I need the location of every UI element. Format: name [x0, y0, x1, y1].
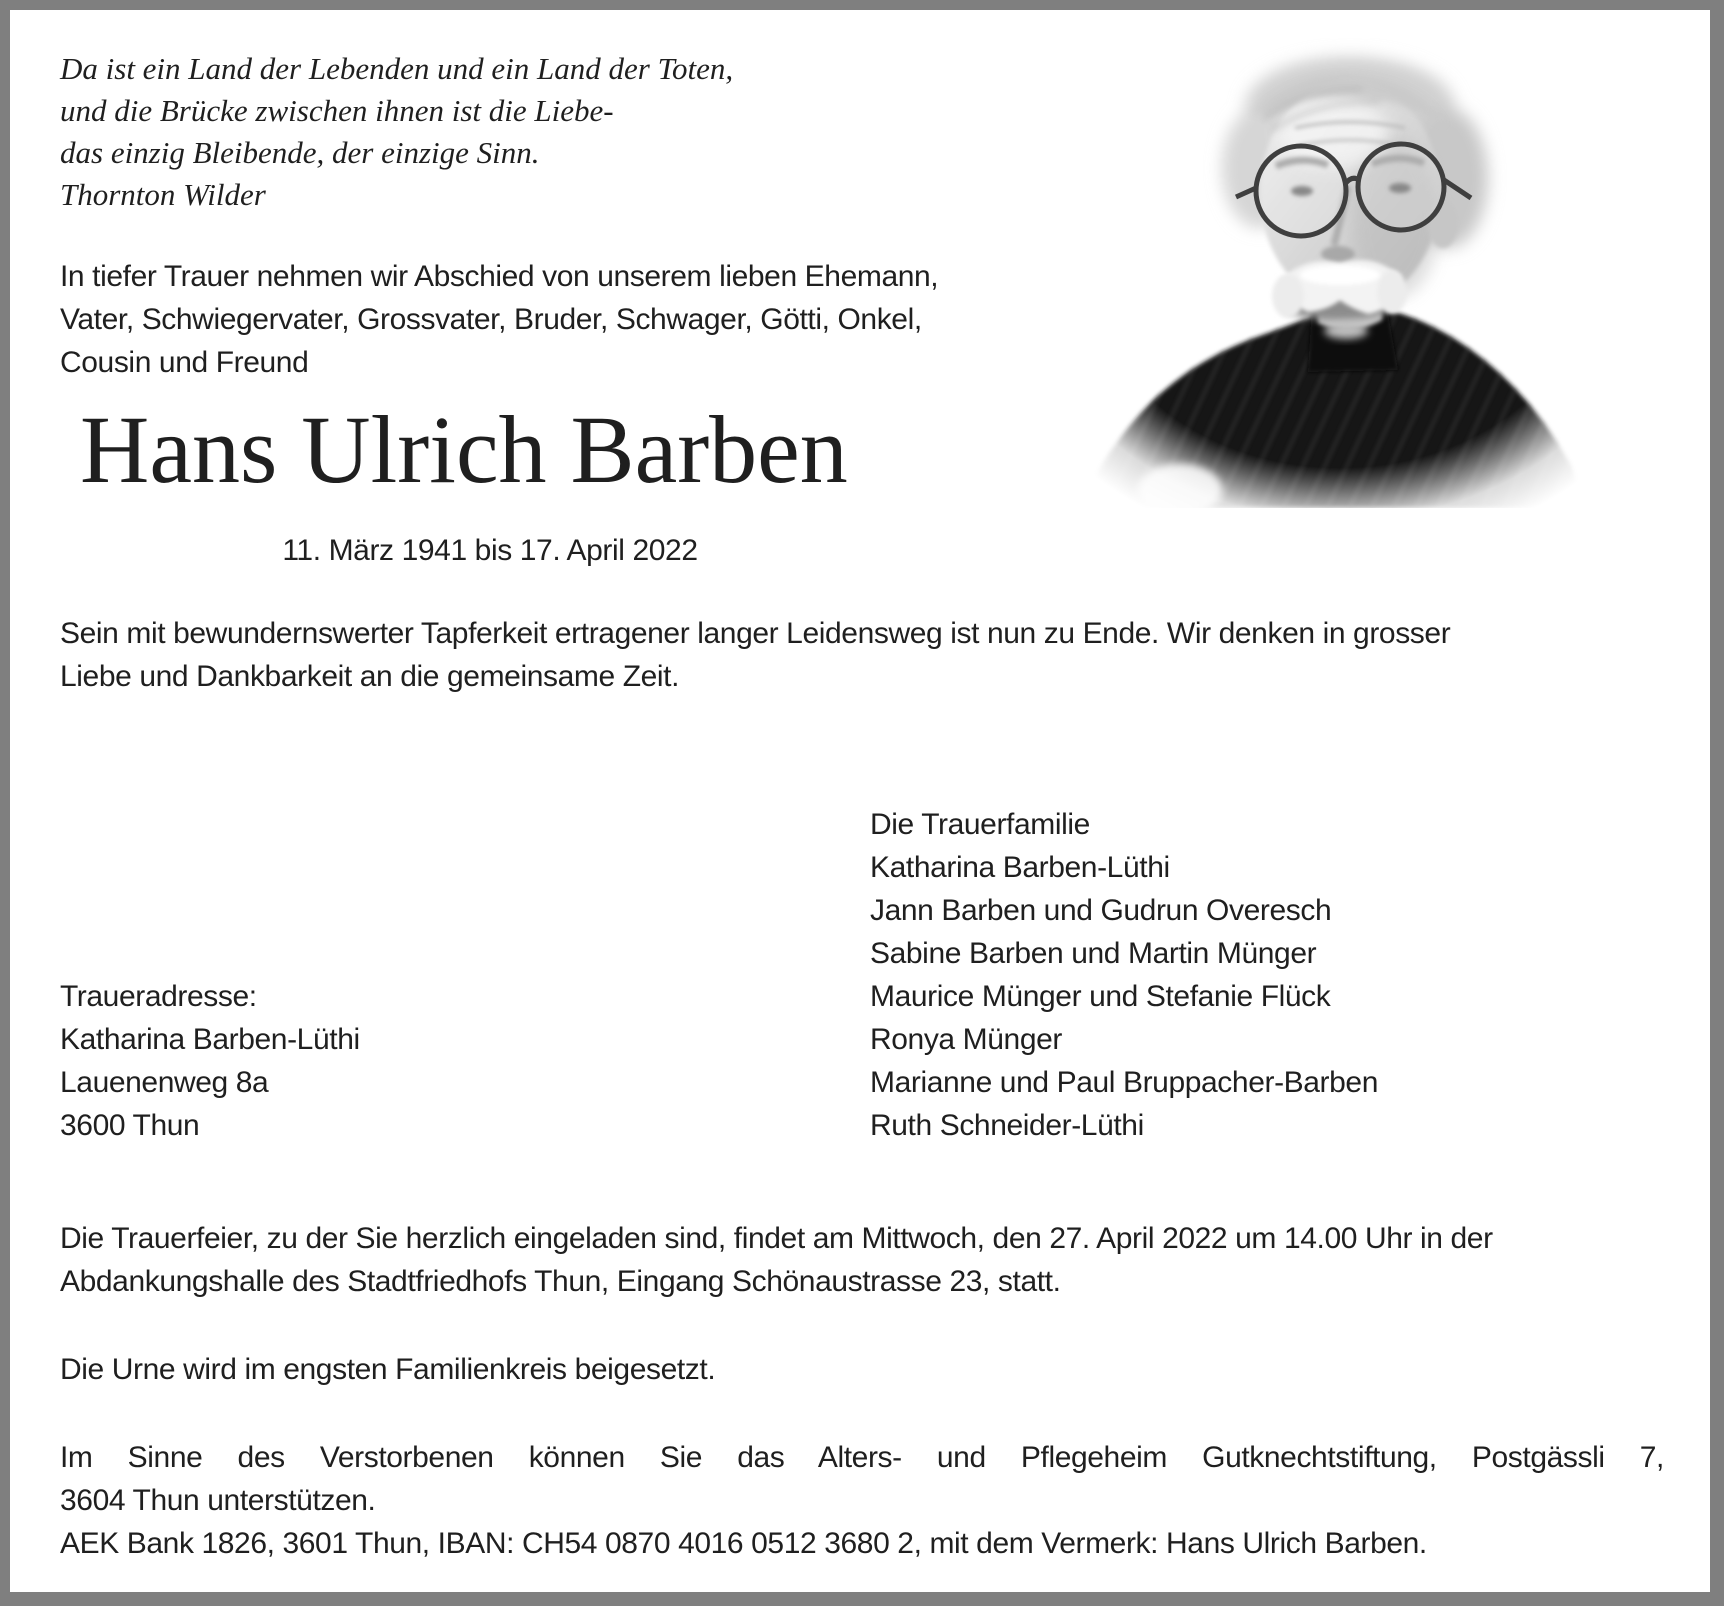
quote-line: das einzig Bleibende, der einzige Sinn. [60, 135, 540, 170]
donation-paragraph [60, 1436, 1664, 1565]
tribute-paragraph [60, 612, 1664, 698]
family-member: Marianne und Paul Bruppacher-Barben [870, 1065, 1378, 1099]
family-member: Ronya Münger [870, 1022, 1062, 1056]
family-member: Jann Barben und Gudrun Overesch [870, 893, 1332, 927]
intro-line: Cousin und Freund [60, 346, 309, 379]
portrait-photo [1050, 38, 1630, 508]
family-heading: Die Trauerfamilie [870, 807, 1090, 841]
deceased-name: Hans Ulrich Barben [80, 396, 848, 503]
life-dates: 11. März 1941 bis 17. April 2022 [282, 533, 698, 567]
service-line: Die Trauerfeier, zu der Sie herzlich eingeladen sind, findet am Mittwoch, den 27. April 2022 um 14.00 Uhr in der [60, 1221, 1493, 1255]
bank-details: AEK Bank 1826, 3601 Thun, IBAN: CH54 0870 4016 0512 3680 2, mit dem Vermerk: Hans Ulrich Barben. [60, 1526, 1427, 1560]
urn-paragraph: Die Urne wird im engsten Familienkreis beigesetzt. [60, 1352, 716, 1386]
family-member: Ruth Schneider-Lüthi [870, 1108, 1144, 1142]
intro-line: Vater, Schwiegervater, Grossvater, Bruder, Schwager, Götti, Onkel, [60, 303, 922, 336]
mourning-address-label: Traueradresse: [60, 979, 257, 1013]
address-family-columns [60, 803, 1664, 1147]
mourning-address-block [60, 803, 870, 1147]
mourning-address-line: Lauenenweg 8a [60, 1065, 269, 1099]
family-member: Maurice Münger und Stefanie Flück [870, 979, 1331, 1013]
photo-edge-fade [1050, 38, 1630, 508]
family-list [870, 803, 1664, 1147]
tribute-line: Sein mit bewundernswerter Tapferkeit ertragener langer Leidensweg ist nun zu Ende. Wir denken in grosser [60, 616, 1451, 650]
intro-line: In tiefer Trauer nehmen wir Abschied von unserem lieben Ehemann, [60, 260, 939, 293]
mourning-address-line: 3600 Thun [60, 1108, 200, 1142]
obituary-card [10, 10, 1710, 1592]
intro-paragraph [60, 255, 1020, 384]
donation-line: Im Sinne des Verstorbenen können Sie das Alters- und Pflegeheim Gutknechtstiftung, Postgässli 7, [60, 1440, 1664, 1474]
family-member: Katharina Barben-Lüthi [870, 850, 1170, 884]
family-member: Sabine Barben und Martin Münger [870, 936, 1317, 970]
service-line: Abdankungshalle des Stadtfriedhofs Thun, Eingang Schönaustrasse 23, statt. [60, 1264, 1061, 1298]
tribute-line: Liebe und Dankbarkeit an die gemeinsame Zeit. [60, 659, 680, 693]
mourning-address-line: Katharina Barben-Lüthi [60, 1022, 360, 1056]
quote-line: und die Brücke zwischen ihnen ist die Liebe- [60, 93, 614, 128]
quote-line: Da ist ein Land der Lebenden und ein Land der Toten, [60, 51, 734, 86]
service-paragraph [60, 1217, 1664, 1303]
donation-line: 3604 Thun unterstützen. [60, 1483, 376, 1517]
quote-attribution: Thornton Wilder [60, 177, 266, 212]
